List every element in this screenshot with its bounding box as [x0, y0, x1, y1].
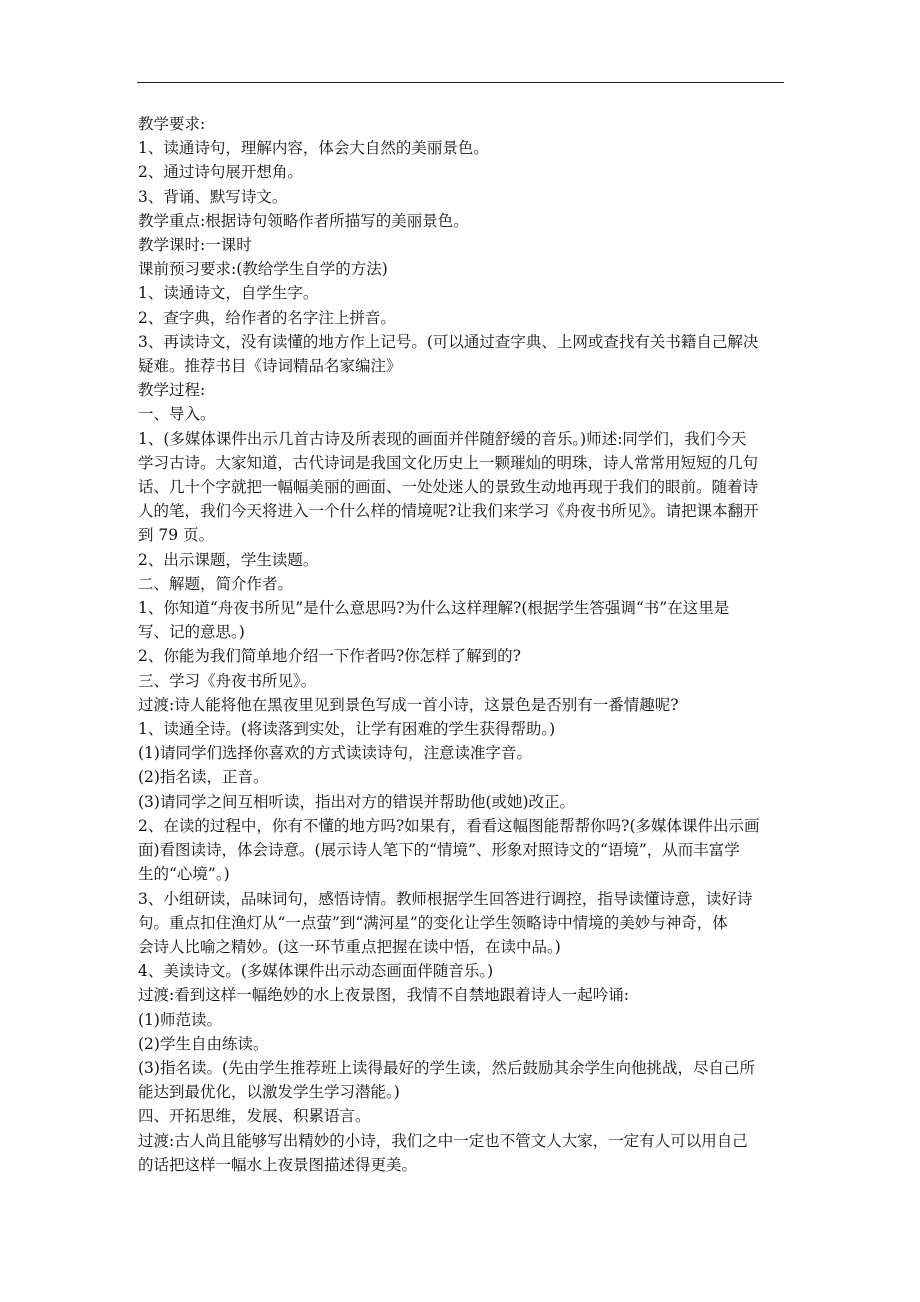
text-line: 1、读通诗句，理解内容，体会大自然的美丽景色。 — [138, 139, 489, 158]
text-line: 2、查字典，给作者的名字注上拼音。 — [138, 308, 396, 327]
text-line: 2、出示课题，学生读题。 — [138, 550, 319, 569]
text-line: (2)学生自由练读。 — [138, 1034, 269, 1053]
header-divider — [137, 82, 784, 83]
text-line: 生的“心境”。) — [138, 865, 230, 884]
text-line: 疑难。推荐书目《诗词精品名家编注》 — [138, 357, 402, 376]
text-line: 面)看图读诗，体会诗意。(展示诗人笔下的“情境”、形象对照诗文的“语境”，从而丰富学 — [138, 841, 740, 860]
document-body — [138, 112, 788, 1177]
text-line: (3)请同学之间互相听读，指出对方的错误并帮助他(或她)改正。 — [138, 792, 576, 811]
text-line: 2、通过诗句展开想角。 — [138, 163, 303, 182]
text-line: 教学过程: — [138, 381, 206, 400]
text-line: 二、解题，简介作者。 — [138, 574, 294, 593]
text-line: 1、你知道“舟夜书所见”是什么意思吗?为什么这样理解?(根据学生答强调“书”在这里是 — [138, 599, 730, 618]
text-line: (1)请同学们选择你喜欢的方式读读诗句，注意读准字音。 — [138, 744, 532, 763]
text-line: 学习古诗。大家知道，古代诗词是我国文化历史上一颗璀灿的明珠，诗人常常用短短的几句 — [138, 453, 759, 472]
text-line: 课前预习要求:(教给学生自学的方法) — [138, 260, 388, 279]
text-line: 句。重点扣住渔灯从“一点萤”到“满河星”的变化让学生领略诗中情境的美妙与神奇，体 — [138, 913, 728, 932]
text-line: 写、记的意思。) — [138, 623, 245, 642]
text-line: 2、你能为我们简单地介绍一下作者吗?你怎样了解到的? — [138, 647, 521, 666]
text-line: 的话把这样一幅水上夜景图描述得更美。 — [138, 1155, 418, 1174]
text-line: 过渡:诗人能将他在黑夜里见到景色写成一首小诗，这景色是否别有一番情趣呢? — [138, 695, 679, 714]
text-line: 一、导入。 — [138, 405, 216, 424]
text-line: 过渡:看到这样一幅绝妙的水上夜景图，我情不自禁地跟着诗人一起吟诵: — [138, 986, 629, 1005]
text-line: 1、读通诗文，自学生字。 — [138, 284, 319, 303]
text-line: (2)指名读，正音。 — [138, 768, 269, 787]
text-line: (3)指名读。(先由学生推荐班上读得最好的学生读，然后鼓励其余学生向他挑战，尽自己所 — [138, 1058, 756, 1077]
text-line: 3、背诵、默写诗文。 — [138, 187, 288, 206]
text-line: 人的笔，我们今天将进入一个什么样的情境呢?让我们来学习《舟夜书所见》。请把课本翻开 — [138, 502, 759, 521]
text-line: 3、小组研读，品味词句，感悟诗情。教师根据学生回答进行调控，指导读懂诗意，读好诗 — [138, 889, 753, 908]
text-line: 会诗人比喻之精妙。(这一环节重点把握在读中悟，在读中品。) — [138, 937, 561, 956]
text-line: 教学重点:根据诗句领略作者所描写的美丽景色。 — [138, 211, 469, 230]
text-line: 3、再读诗文，没有读懂的地方作上记号。(可以通过查字典、上网或查找有关书籍自己解决 — [138, 332, 759, 351]
text-line: 三、学习《舟夜书所见》。 — [138, 671, 317, 690]
text-line: 教学要求: — [138, 115, 206, 133]
text-line: 到 79 页。 — [138, 526, 215, 545]
text-line: 过渡:古人尚且能够写出精妙的小诗，我们之中一定也不管文人大家，一定有人可以用自己 — [138, 1131, 748, 1150]
text-line: 2、在读的过程中，你有不懂的地方吗?如果有，看看这幅图能帮帮你吗?(多媒体课件出示画 — [138, 816, 760, 835]
text-line: 能达到最优化，以激发学生学习潜能。) — [138, 1083, 400, 1102]
text-line: 1、(多媒体课件出示几首古诗及所表现的画面并伴随舒缓的音乐。)师述:同学们，我们今天 — [138, 429, 747, 448]
text-line: 1、读通全诗。(将读落到实处，让学有困难的学生获得帮助。) — [138, 720, 556, 739]
text-line: 话、几十个字就把一幅幅美丽的画面、一处处迷人的景致生动地再现于我们的眼前。随着诗 — [138, 478, 759, 497]
text-line: 4、美读诗文。(多媒体课件出示动态画面伴随音乐。) — [138, 962, 494, 981]
text-line: (1)师范读。 — [138, 1010, 222, 1029]
text-line: 教学课时:一课时 — [138, 236, 252, 255]
text-line: 四、开拓思维，发展、积累语言。 — [138, 1107, 371, 1126]
